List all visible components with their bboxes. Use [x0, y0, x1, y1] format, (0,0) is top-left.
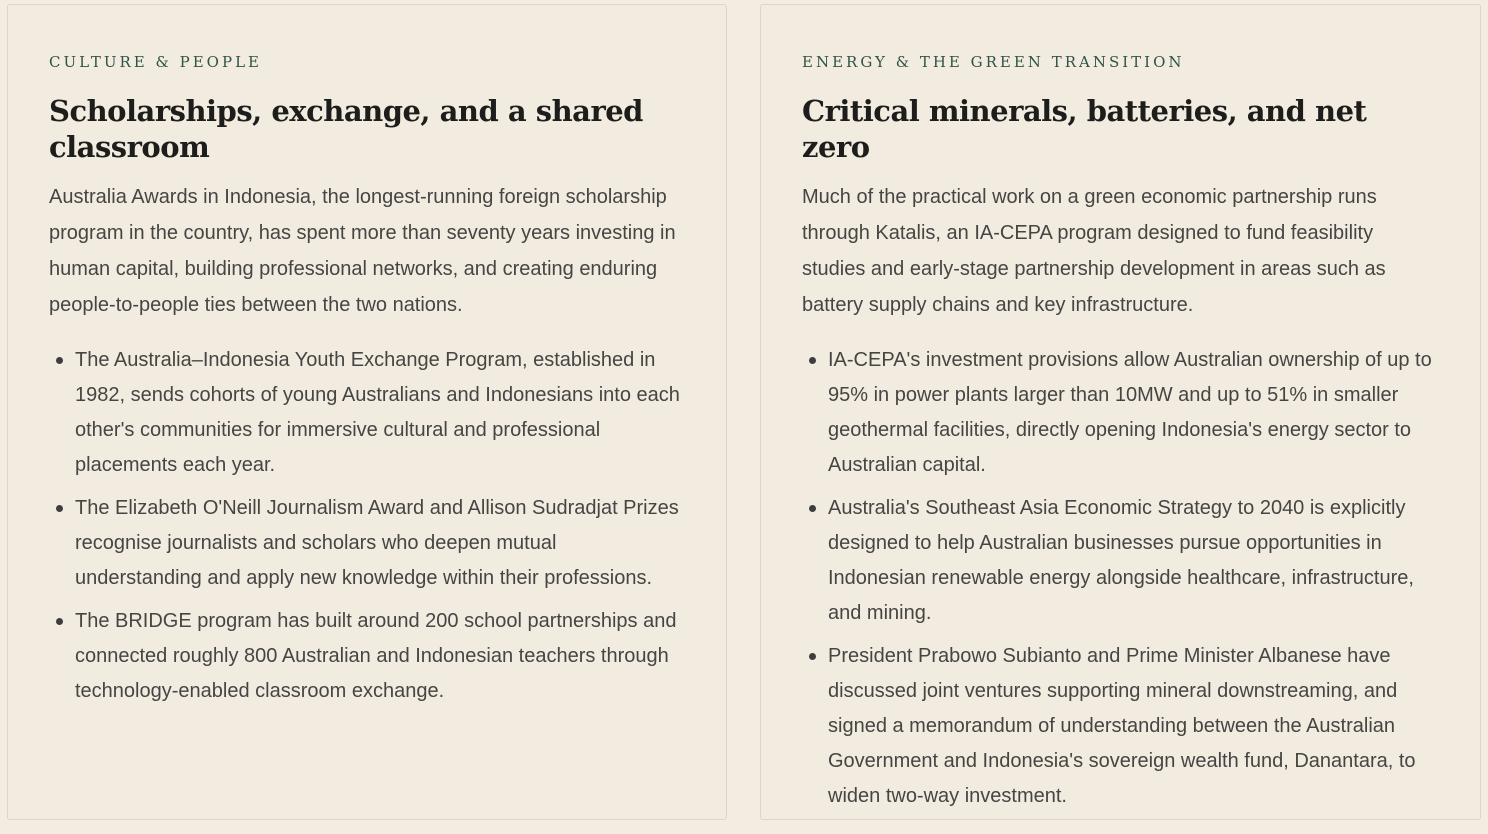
- bullet-icon: [809, 653, 816, 660]
- list-item: [802, 343, 1440, 483]
- list-item-text: President Prabowo Subianto and Prime Minister Albanese have discussed joint ventures supporting mineral downstreaming, and signed a memorandum of understanding between the Australian Government and Indonesia's sovereign wealth fund, Danantara, to widen two-way investment.: [828, 645, 1416, 807]
- card-intro: Australia Awards in Indonesia, the longest-running foreign scholarship program in the country, has spent more than seventy years investing in human capital, building professional networks, and creating enduring people-to-people ties between the two nations.: [49, 186, 676, 316]
- list-item: [802, 491, 1440, 631]
- list-item-text: The BRIDGE program has built around 200 school partnerships and connected roughly 800 Australian and Indonesian teachers through technology-enabled classroom exchange.: [75, 610, 677, 702]
- list-item: [49, 491, 686, 596]
- bullet-list: [49, 343, 686, 709]
- list-item-text: IA-CEPA's investment provisions allow Australian ownership of up to 95% in power plants larger than 10MW and up to 51% in smaller geothermal facilities, directly opening Indonesia's energy sector to Australian capital.: [828, 349, 1432, 476]
- section-eyebrow: ENERGY & THE GREEN TRANSITION: [802, 53, 1185, 71]
- bullet-list: [802, 343, 1440, 814]
- bullet-icon: [56, 618, 63, 625]
- bullet-icon: [56, 505, 63, 512]
- culture-people-card: [7, 4, 727, 820]
- list-item-text: Australia's Southeast Asia Economic Strategy to 2040 is explicitly designed to help Australian businesses pursue opportunities in Indonesian renewable energy alongside healthcare, infrastructure, and mining.: [828, 497, 1414, 624]
- section-eyebrow: CULTURE & PEOPLE: [49, 53, 262, 71]
- card-intro: Much of the practical work on a green economic partnership runs through Katalis, an IA-CEPA program designed to fund feasibility studies and early-stage partnership development in areas such as battery supply chains and key infrastructure.: [802, 186, 1386, 316]
- list-item: [802, 639, 1440, 814]
- list-item-text: The Australia–Indonesia Youth Exchange Program, established in 1982, sends cohorts of young Australians and Indonesians into each other's communities for immersive cultural and professional placements each year.: [75, 349, 680, 476]
- list-item-text: The Elizabeth O'Neill Journalism Award and Allison Sudradjat Prizes recognise journalists and scholars who deepen mutual understanding and apply new knowledge within their professions.: [75, 497, 679, 589]
- bullet-icon: [809, 505, 816, 512]
- card-title: Critical minerals, batteries, and net zero: [802, 94, 1367, 164]
- list-item: [49, 604, 686, 709]
- bullet-icon: [809, 357, 816, 364]
- card-title: Scholarships, exchange, and a shared classroom: [49, 94, 643, 164]
- energy-green-transition-card: [760, 4, 1481, 820]
- list-item: [49, 343, 686, 483]
- bullet-icon: [56, 357, 63, 364]
